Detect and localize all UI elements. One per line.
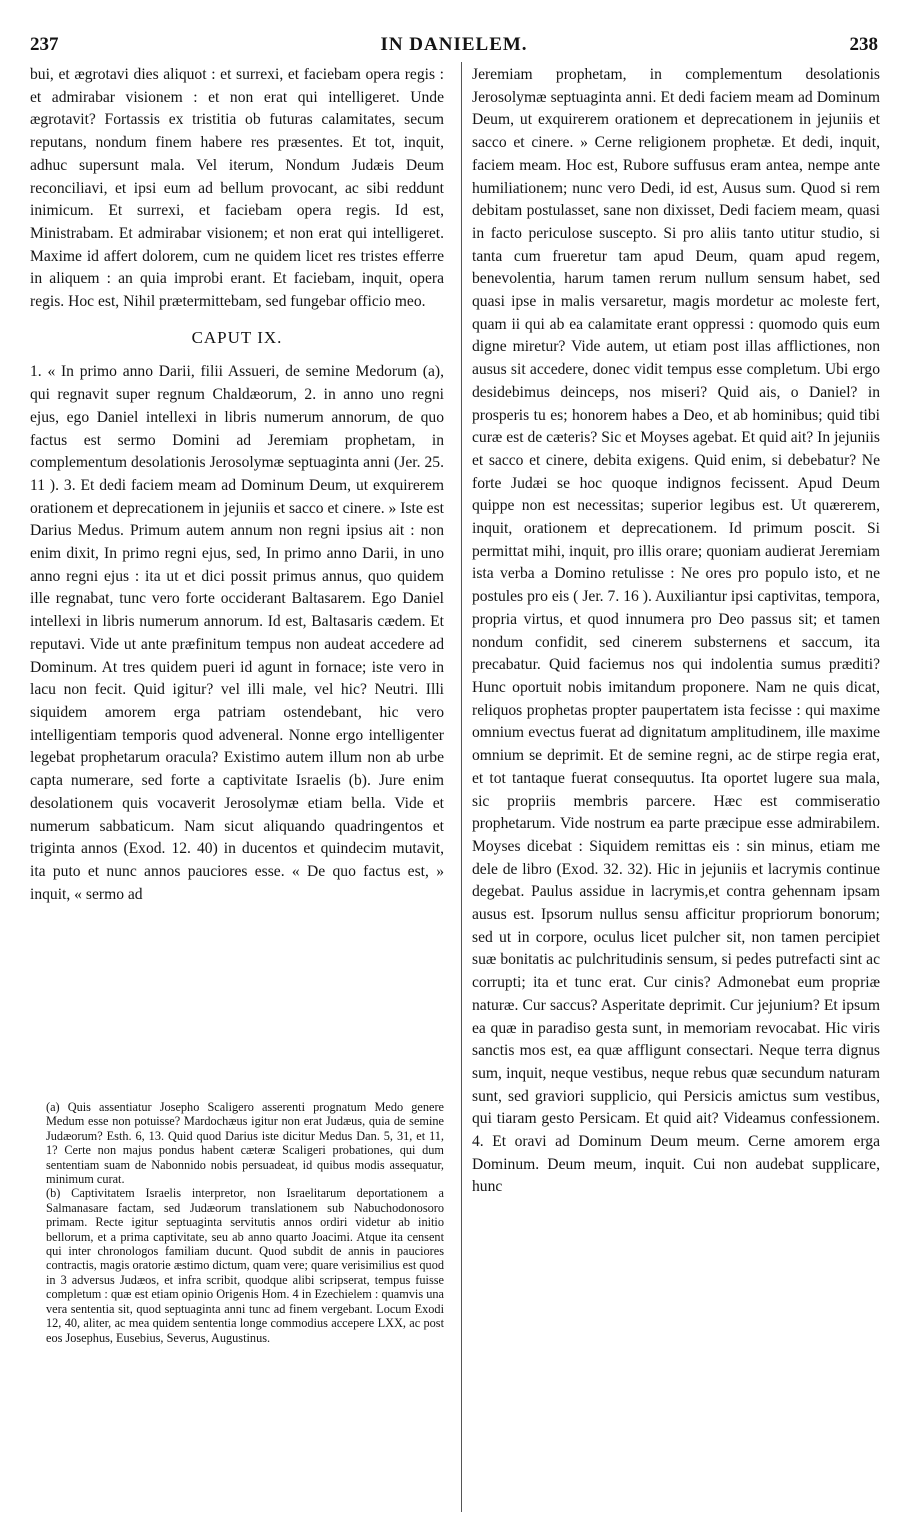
right-paragraph-1: Jeremiam prophetam, in complementum desolationis Jerosolymæ septuaginta anni. Et dedi faciem meam ad Dominum Deum, ut exquirerem orationem et deprecationem in jejuniis et sacco et cinere. » Cerne religionem prophetæ. Et dedi, inquit, faciem meam. Hoc est, Rubore suffusus eram antea, nempe ante humiliationem; nunc vero Dedi, id est, Ausus sum. Quod si rem debitam postulasset, sane non dixisset, Dedi faciem meam, quasi in facto periculose suscepto. Si pro aliis tanto utitur studio, si tanta cum frueretur tam apud Deum, quam apud regem, benevolentia, harum tamen rerum nullum sensum habet, sed quasi ipse in malis versaretur, magis mordetur ac moleste fert, quam ii qui ab ea calamitate erant oppressi : quomodo quis eum digne miretur? Vide autem, ut etiam post illas afflictiones, non ausus sit accedere, donec vidit tempus esse completum. Ubi ergo desidebimus deinceps, nos miseri? Quid ais, o Daniel? in prosperis tu es; honorem habes a Deo, et ab hominibus; quid tibi curæ est de cæteris? Sic et Moyses agebat. Et quid ait? In jejuniis et sacco et cinere, debita exigens. Quid enim, si debebatur? Ne forte Judæi se hoc quoque indignos fecissent. Apud Deum quippe non est necessitas; superior legibus est. Ut quærerem, inquit, orationem et deprecationem. Id primum poscit. Si permittat mihi, inquit, pro illis orare; quoniam audierat Jeremiam ista verba a Domino retulisse : Ne ores pro populo isto, et ne postules pro eis ( Jer. 7. 16 ). Auxiliantur ipsi captivitas, tempora, propria virtus, et quod innumera pro Deo passus sit; et tamen nondum confidit, sed cinerem substernens et saccum, ita precabatur. Quid faciemus nos qui indolentia sumus præditi? Hunc oportuit nobis imitandum proponere. Nam ne quis dicat, reliquos prophetas propter paupertatem ista fecisse : qui maxime omnium evectus fuerat ad dignitatum amplitudinem, ille maxime omnium se deprimit. Et de semine regni, ac de stirpe regia erat, et tot tantaque fuerat consequutus. Ita oportet lugere sua mala, sic propriis membris parcere. Hæc est commiseratio prophetarum. Vide nostrum ea parte præcipue esse admirabilem. Moyses dicebat : Siquidem remittas eis : sin minus, etiam me dele de libro (Exod. 32. 32). Hic in jejuniis et lacrymis continue degebat. Paulus assidue in lacrymis,et contra gehennam ipsam ausus est. Ipsorum nullus sensu afficitur propriorum bonorum; sed ut in corpore, oculus licet pulcher sit, non tamen percipiet suæ bonitatis ac pulchritudinis sensum, si pedes putrefacti sint ac corrupti; ita et tunc erat. Cur cinis? Admonebat eum propriæ naturæ. Cur saccus? Asperitate deprimit. Cur jejunium? Et ipsum ea quæ in paradiso gesta sunt, in memoriam revocabat. Hic viris sanctis mos est, ea quæ affligunt consectari. Neque terra dignus sum, inquit, neque vestibus, neque rebus quæ secundum naturam sunt, sed graviori supplicio, qui Persicis amictus sum vestibus, qui tiaram gesto Persicam. Et quid ait? Videamus confessionem. 4. Et oravi ad Dominum Deum meum. Cerne amorem erga Dominum. Deum meum, inquit. Cui non audebat supplicare, hunc bbox=[472, 66, 880, 1196]
right-column bbox=[472, 64, 880, 1199]
left-paragraph-1: bui, et ægrotavi dies aliquot : et surrexi, et faciebam opera regis : et admirabar visionem : et non erat qui intelligeret. Unde ægrotavit? Fortassis ex tristitia ob futuras calamitates, secum reputans, nondum finem habere res præsentes. Et tot, inquit, adhuc supersunt mala. Vel iterum, Nondum Judæis Deum reconciliavi, et ipsi eum ad bellum provocant, ac sibi reddunt inimicum. Et surrexi, et faciebam opera regis. Id est, Ministrabam. Et admirabar visionem; et non erat qui intelligeret. Maxime id affert dolorem, cum ne quidem licet res tristes efferre in aliquem : an quia improbi erant. Et faciebam, inquit, opera regis. Hoc est, Nihil prætermittebam, sed fungebar officio meo. bbox=[30, 66, 444, 311]
footnote-a: (a) Quis assentiatur Josepho Scaligero asserenti prognatum Medo genere Medum esse non potuisse? Mardochæus igitur non erat Judæus, quia de semine Judæorum? Esth. 6, 13. Quid quod Darius iste dicitur Medus Dan. 5, 31, et 11, 1? Certe non majus pondus habent cæteræ Scaligeri probationes, qui dum sententiam suam de Nabonnido nobis persuadeat, id quibus modis assequatur, minimum curat. bbox=[46, 1100, 444, 1187]
page-header bbox=[30, 34, 878, 62]
column-divider bbox=[461, 62, 462, 1512]
page-number-right: 238 bbox=[849, 34, 878, 55]
page-number-left: 237 bbox=[30, 34, 59, 55]
running-title: IN DANIELEM. bbox=[380, 34, 528, 55]
left-column bbox=[30, 64, 444, 906]
left-paragraph-2: 1. « In primo anno Darii, filii Assueri, de semine Medorum (a), qui regnavit super regnum Chaldæorum, 2. in anno uno regni ejus, ego Daniel intellexi in libris numerum annorum, de quo factus est sermo Domini ad Jeremiam prophetam, in complementum desolationis Jerosolymæ septuaginta anni (Jer. 25. 11 ). 3. Et dedi faciem meam ad Dominum Deum, ut exquirerem orationem et deprecationem in jejuniis et sacco et cinere. » Iste est Darius Medus. Primum autem annum non regni ipsius ait : non enim dixit, In primo regni ejus, sed, In primo anno Darii, in uno anno regni ejus : ita ut et dici possit primus annus, quo quidem ille regnabat, tunc vero forte occiderant Baltasarem. Ego Daniel intellexi in libris numerum annorum. Id est, Baltasaris cædem. Et reputavi. Vide ut ante præfinitum tempus non audeat accedere ad Dominum. At tres quidem pueri id agunt in fornace; iste vero in lacu non fecit. Quid igitur? vel illi male, vel hic? Neutri. Illi siquidem amorem erga patriam ostendebant, hic vero intelligentiam temporis quod adveneral. Nonne ergo intelligenter legebat prophetarum oracula? Existimo autem illum non ab urbe capta numerare, sed forte a captivitate Israelis (b). Jure enim desolationem quis vocaverit Jerosolymæ etiam bella. Vide et numerum sabbaticum. Nam sicut aliquando quadringentos et triginta annos (Exod. 12. 40) in ducentos et quindecim mutavit, ita puto et nunc annos pauciores esse. « De quo factus est, » inquit, « sermo ad bbox=[30, 363, 444, 903]
chapter-heading: CAPUT IX. bbox=[191, 327, 283, 347]
footnotes bbox=[46, 1100, 444, 1345]
footnote-b: (b) Captivitatem Israelis interpretor, non Israelitarum deportationem a Salmanasare factam, sed Judæorum translationem sub Nabuchodonosoro primam. Recte igitur septuaginta servitutis annos ordiri videtur ab initio bellorum, et a prima captivitate, seu ab anno quarto Joacimi. Atque ita censent qui inter chronologos familiam ducunt. Quod subdit de annis in pauciores contractis, magis oratorie æstimo dictum, quam vere; quare verisimilius est quod in 3 adversus Judæos, et infra scribit, quodque alibi scripserat, tempus fuisse completum : quæ est etiam opinio Origenis Hom. 4 in Ezechielem : quamvis una vera sententia sit, quod septuaginta anni tunc ad finem vergebant. Locum Exodi 12, 40, aliter, ac mea quidem sententia longe commodius accepere LXX, ac post eos Josephus, Eusebius, Severus, Augustinus. bbox=[46, 1186, 444, 1345]
